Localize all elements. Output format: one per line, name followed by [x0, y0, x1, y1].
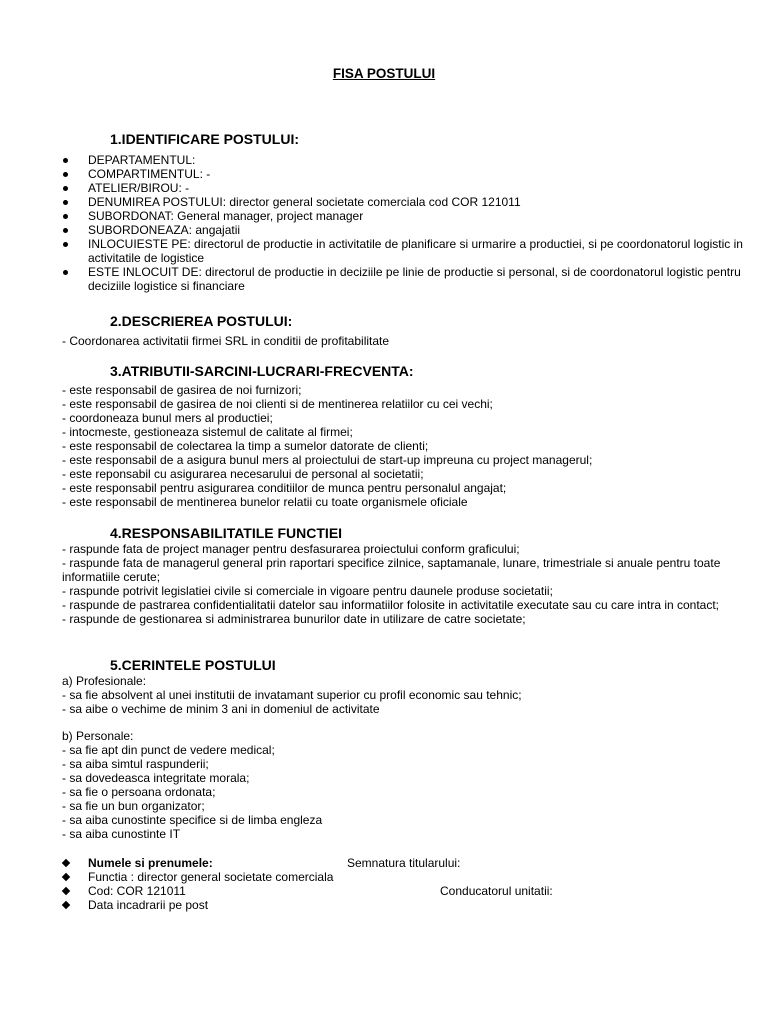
list-item: - sa fie apt din punct de vedere medical;: [62, 743, 275, 757]
list-item: - sa fie o persoana ordonata;: [62, 785, 216, 799]
list-item: - raspunde potrivit legislatiei civile si comerciale in vigoare pentru daunele produse societatii;: [62, 584, 553, 598]
diamond-bullet-icon: [62, 859, 70, 867]
list-item: - raspunde fata de project manager pentru desfasurarea proiectului conform graficului;: [62, 542, 520, 556]
list-item: - intocmeste, gestioneaza sistemul de calitate al firmei;: [62, 425, 353, 439]
section3-list: [62, 383, 752, 509]
list-item: - este responsabil de a asigura bunul mers al proiectului de start-up impreuna cu project managerul;: [62, 453, 593, 467]
list-item: - sa dovedeasca integritate morala;: [62, 771, 250, 785]
bullet-icon: [63, 242, 68, 247]
list-item: ESTE INLOCUIT DE: directorul de productie in deciziile pe linie de productie si personal, si de coordonatorul logistic pentru deciziile logistice si financiare: [62, 265, 752, 293]
list-item: - sa aibe o vechime de minim 3 ani in domeniul de activitate: [62, 702, 380, 716]
list-item: - sa aiba simtul raspunderii;: [62, 757, 209, 771]
diamond-bullet-icon: [62, 873, 70, 881]
list-item: - este responsabil de mentinerea bunelor relatii cu toate organismele oficiale: [62, 495, 468, 509]
list-item: - este responsabil de colectarea la timp a sumelor datorate de clienti;: [62, 439, 429, 453]
list-item: - sa aiba cunostinte IT: [62, 827, 181, 841]
section5-heading: 5.CERINTELE POSTULUI: [110, 657, 276, 673]
list-item: [62, 898, 752, 912]
list-item: COMPARTIMENTUL: -: [62, 167, 752, 181]
footer-list: [62, 856, 752, 912]
section2-text: - Coordonarea activitatii firmei SRL in conditii de profitabilitate: [62, 334, 390, 348]
profesionale-list: [62, 688, 752, 716]
list-item: - sa fie un bun organizator;: [62, 799, 205, 813]
section4-list: [62, 542, 752, 626]
list-item: DEPARTAMENTUL:: [62, 153, 752, 167]
bullet-icon: [63, 172, 68, 177]
list-item: - sa fie absolvent al unei institutii de invatamant superior cu profil economic sau tehnic;: [62, 688, 522, 702]
signature-label: Semnatura titularului:: [347, 856, 461, 870]
list-item: - raspunde de gestionarea si administrarea bunurilor date in utilizare de catre societate;: [62, 612, 526, 626]
list-item: [62, 884, 752, 898]
list-item: - raspunde de pastrarea confidentialitatii datelor sau informatiilor folosite in activitatile executate sau cu care intra in contact;: [62, 598, 720, 612]
cod-label: Cod: COR 121011: [88, 884, 186, 898]
section2-heading: 2.DESCRIEREA POSTULUI:: [110, 313, 293, 329]
function-label: Functia : director general societate comerciala: [88, 870, 334, 884]
section3-heading: 3.ATRIBUTII-SARCINI-LUCRARI-FRECVENTA:: [110, 363, 414, 379]
name-label: Numele si prenumele:: [88, 856, 213, 870]
list-item: ATELIER/BIROU: -: [62, 181, 752, 195]
list-item: SUBORDONEAZA: angajatii: [62, 223, 752, 237]
list-item: - este responsabil de gasirea de noi clienti si de mentinerea relatiilor cu cei vechi;: [62, 397, 493, 411]
bullet-icon: [63, 186, 68, 191]
diamond-bullet-icon: [62, 901, 70, 909]
personale-label: b) Personale:: [62, 729, 134, 743]
list-item: [62, 856, 752, 870]
manager-label: Conducatorul unitatii:: [440, 884, 553, 898]
list-item: INLOCUIESTE PE: directorul de productie in activitatile de planificare si urmarire a productiei, si pe coordonatorul logistic in activitatile de logistice: [62, 237, 752, 265]
personale-list: [62, 743, 752, 841]
hire-date-label: Data incadrarii pe post: [88, 898, 209, 912]
list-item: DENUMIREA POSTULUI: director general societate comerciala cod COR 121011: [62, 195, 752, 209]
list-item: - este responsabil de gasirea de noi furnizori;: [62, 383, 302, 397]
list-item: [62, 870, 752, 884]
document-title: FISA POSTULUI: [332, 66, 436, 81]
list-item: - este responsabil pentru asigurarea conditiilor de munca pentru personalul angajat;: [62, 481, 507, 495]
list-item: - sa aiba cunostinte specifice si de limba engleza: [62, 813, 323, 827]
bullet-icon: [63, 270, 68, 275]
bullet-icon: [63, 158, 68, 163]
list-item: - coordoneaza bunul mers al productiei;: [62, 411, 273, 425]
list-item: SUBORDONAT: General manager, project manager: [62, 209, 752, 223]
bullet-icon: [63, 200, 68, 205]
section1-heading: 1.IDENTIFICARE POSTULUI:: [110, 131, 300, 147]
list-item: - raspunde fata de managerul general prin raportari specifice zilnice, saptamanale, lunare, trimestriale si anuale pentru toate informatiile cerute;: [62, 556, 721, 584]
diamond-bullet-icon: [62, 887, 70, 895]
profesionale-label: a) Profesionale:: [62, 674, 147, 688]
list-item: - este reponsabil cu asigurarea necesarului de personal al societatii;: [62, 467, 424, 481]
bullet-icon: [63, 228, 68, 233]
section4-heading: 4.RESPONSABILITATILE FUNCTIEI: [110, 525, 343, 541]
section1-list: [62, 153, 752, 293]
bullet-icon: [63, 214, 68, 219]
